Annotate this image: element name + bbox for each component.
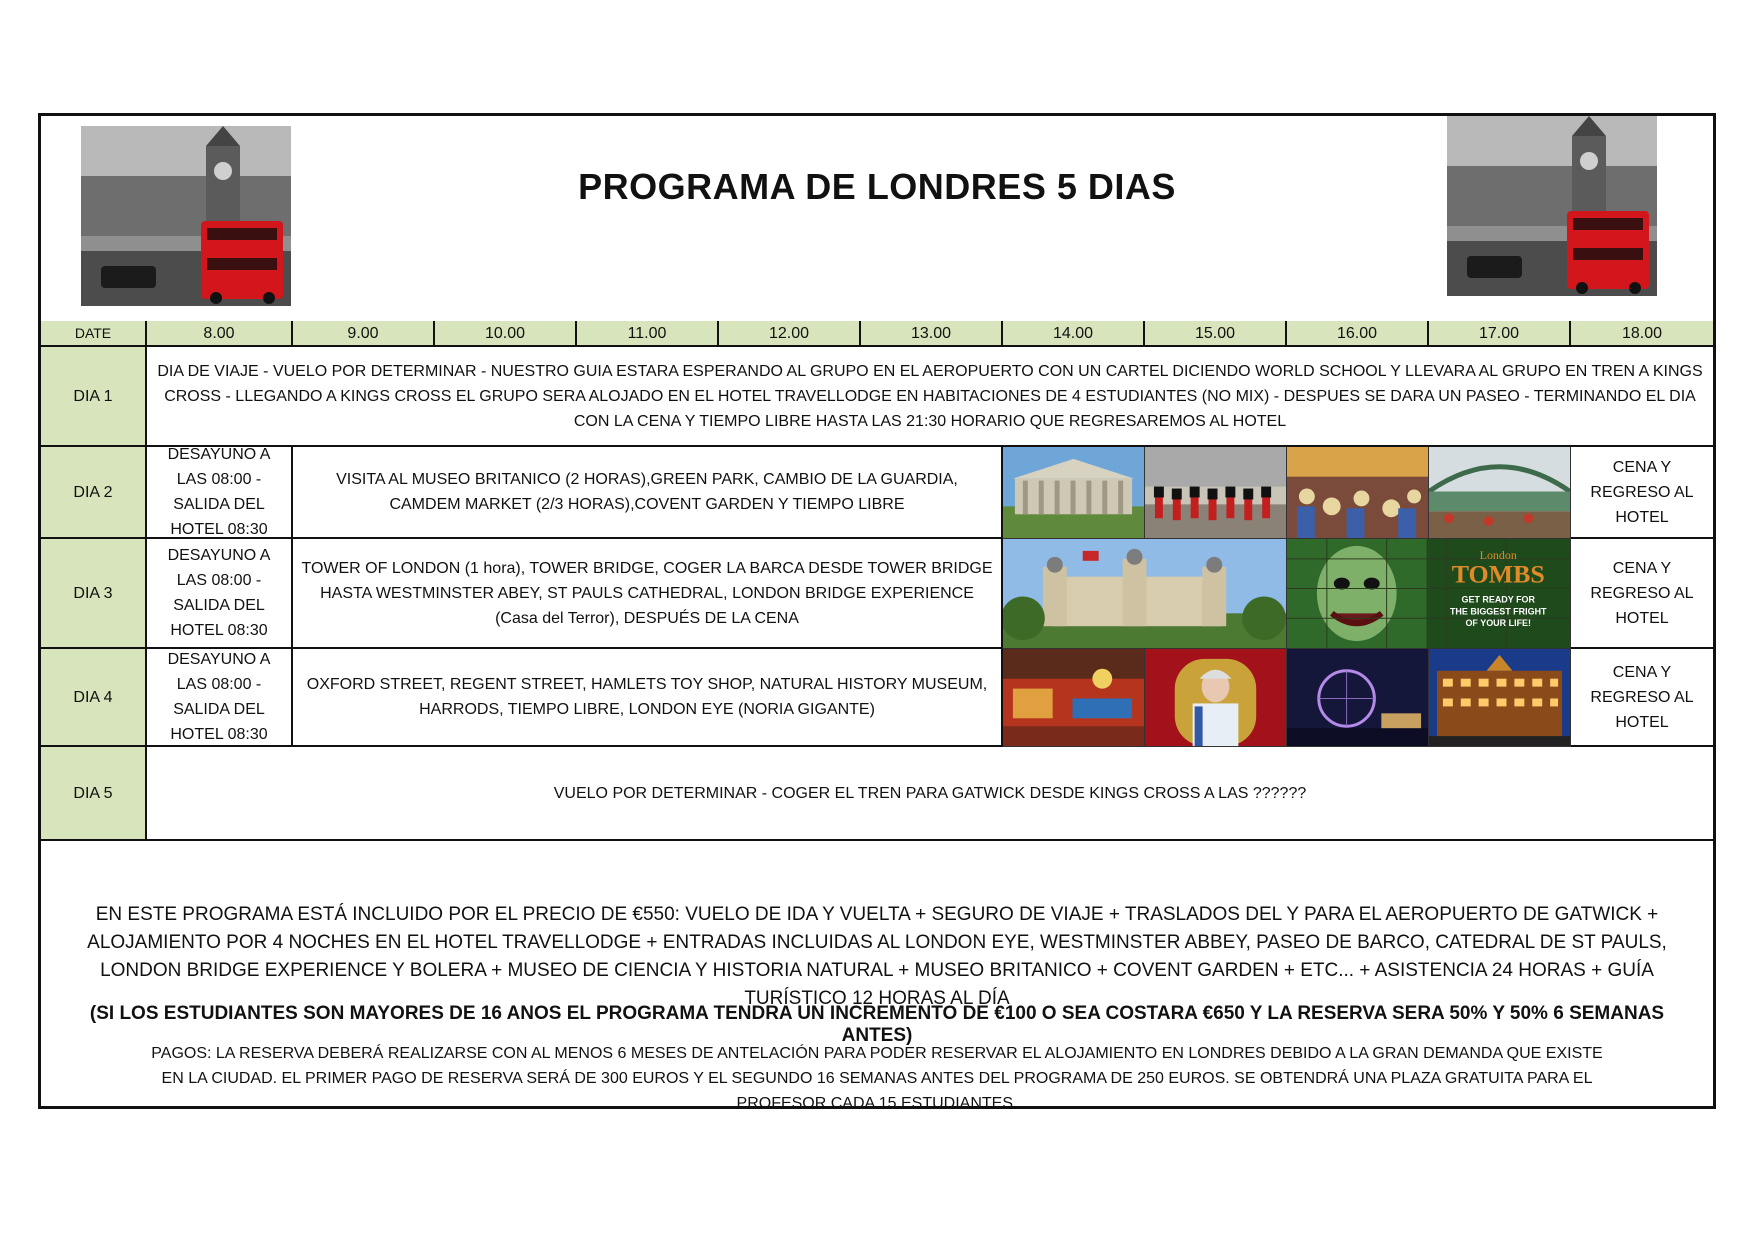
day-label: DIA 4: [41, 649, 147, 747]
header-time: 8.00: [147, 321, 293, 347]
included-services-text: EN ESTE PROGRAMA ESTÁ INCLUIDO POR EL PRECIO DE €550: VUELO DE IDA Y VUELTA + SEGURO DE VIAJE + TRASLADOS DEL Y PARA EL AEROPUERTO DE GATWICK + ALOJAMIENTO POR 4 NOCHES EN EL HOTEL TRAVELLODGE + ENTRADAS INCLUIDAS AL LONDON EYE, WESTMINSTER ABBEY, PASEO DE BARCO, CATEDRAL DE ST PAULS, LONDON BRIDGE EXPERIENCE Y BOLERA + MUSEO DE CIENCIA Y HISTORIA NATURAL + MUSEO BRITANICO + COVENT GARDEN + ETC... + ASISTENCIA 24 HORAS + GUÍA TURÍSTICO 12 HORAS AL DÍA: [87, 904, 1667, 1009]
day-5-description: VUELO POR DETERMINAR - COGER EL TREN PARA GATWICK DESDE KINGS CROSS A LAS ??????: [147, 747, 1713, 841]
evening-cell: CENA Y REGRESO AL HOTEL: [1571, 447, 1713, 539]
camden-market-photo: [1287, 447, 1429, 539]
breakfast-cell: DESAYUNO A LAS 08:00 - SALIDA DEL HOTEL 08:30: [147, 539, 293, 649]
page-title: PROGRAMA DE LONDRES 5 DIAS: [578, 166, 1176, 207]
activity-cell: TOWER OF LONDON (1 hora), TOWER BRIDGE, COGER LA BARCA DESDE TOWER BRIDGE HASTA WESTMINSTER ABEY, ST PAULS CATHEDRAL, LONDON BRIDGE EXPERIENCE (Casa del Terror), DESPUÉS DE LA CENA: [293, 539, 1003, 649]
header-time: 10.00: [435, 321, 577, 347]
header-date: DATE: [41, 321, 147, 347]
big-ben-bus-photo-left: [81, 126, 291, 306]
header-time: 13.00: [861, 321, 1003, 347]
header-time: 11.00: [577, 321, 719, 347]
header-time: 14.00: [1003, 321, 1145, 347]
header: [41, 116, 1713, 324]
age-surcharge-note: (SI LOS ESTUDIANTES SON MAYORES DE 16 ANOS EL PROGRAMA TENDRA UN INCREMENTO DE €100 O SEA COSTARA €650 Y LA RESERVA SERA 50% Y 50% 6 SEMANAS ANTES): [89, 1003, 1665, 1046]
header-time: 18.00: [1571, 321, 1713, 347]
london-tombs-poster: [1287, 539, 1571, 649]
harrods-photo: [1429, 649, 1571, 747]
british-museum-photo: [1003, 447, 1145, 539]
changing-guard-photo: [1145, 447, 1287, 539]
footer: [41, 841, 1713, 1112]
payment-terms-text: PAGOS: LA RESERVA DEBERÁ REALIZARSE CON AL MENOS 6 MESES DE ANTELACIÓN PARA PODER RESERVAR EL ALOJAMIENTO EN LONDRES DEBIDO A LA GRAN DEMANDA QUE EXISTE EN LA CIUDAD. EL PRIMER PAGO DE RESERVA SERÁ DE 300 EUROS Y EL SEGUNDO 16 SEMANAS ANTES DEL PROGRAMA DE 250 EUROS. SE OBTENDRÁ UNA PLAZA GRATUITA PARA EL PROFESOR CADA 15 ESTUDIANTES.: [151, 1045, 1603, 1112]
big-ben-bus-photo-right: [1447, 116, 1657, 296]
activity-cell: OXFORD STREET, REGENT STREET, HAMLETS TOY SHOP, NATURAL HISTORY MUSEUM, HARRODS, TIEMPO LIBRE, LONDON EYE (NORIA GIGANTE): [293, 649, 1003, 747]
day-label: DIA 2: [41, 447, 147, 539]
evening-cell: CENA Y REGRESO AL HOTEL: [1571, 539, 1713, 649]
header-time: 12.00: [719, 321, 861, 347]
program-sheet: [38, 113, 1716, 1112]
day-label: DIA 1: [41, 347, 147, 447]
header-time: 16.00: [1287, 321, 1429, 347]
day-1-description: DIA DE VIAJE - VUELO POR DETERMINAR - NUESTRO GUIA ESTARA ESPERANDO AL GRUPO EN EL AEROPUERTO CON UN CARTEL DICIENDO WORLD SCHOOL Y LLEVARA AL GRUPO EN TREN A KINGS CROSS - LLEGANDO A KINGS CROSS EL GRUPO SERA ALOJADO EN EL HOTEL TRAVELLODGE EN HABITACIONES DE 4 ESTUDIANTES (NO MIX) - DESPUES SE DARA UN PASEO - TERMINANDO EL DIA CON LA CENA Y TIEMPO LIBRE HASTA LAS 21:30 HORARIO QUE REGRESAREMOS AL HOTEL: [147, 347, 1713, 447]
covent-garden-photo: [1429, 447, 1571, 539]
tower-of-london-photo: [1003, 539, 1287, 649]
evening-cell: CENA Y REGRESO AL HOTEL: [1571, 649, 1713, 747]
toy-shop-photo: [1003, 649, 1145, 747]
svg-text:GET READY FOR: GET READY FOR: [1461, 594, 1536, 605]
header-time: 9.00: [293, 321, 435, 347]
london-eye-photo: [1287, 649, 1429, 747]
poster-brand: TOMBS: [1451, 559, 1545, 589]
activity-cell: VISITA AL MUSEO BRITANICO (2 HORAS),GREEN PARK, CAMBIO DE LA GUARDIA, CAMDEM MARKET (2/3 HORAS),COVENT GARDEN Y TIEMPO LIBRE: [293, 447, 1003, 539]
poster-brand-top: London: [1479, 547, 1517, 562]
svg-text:OF YOUR LIFE!: OF YOUR LIFE!: [1465, 618, 1532, 629]
header-time: 17.00: [1429, 321, 1571, 347]
breakfast-cell: DESAYUNO A LAS 08:00 - SALIDA DEL HOTEL 08:30: [147, 447, 293, 539]
svg-text:THE BIGGEST FRIGHT: THE BIGGEST FRIGHT: [1449, 606, 1547, 617]
day-label: DIA 5: [41, 747, 147, 841]
header-time: 15.00: [1145, 321, 1287, 347]
breakfast-cell: DESAYUNO A LAS 08:00 - SALIDA DEL HOTEL 08:30: [147, 649, 293, 747]
queen-wax-figure-photo: [1145, 649, 1287, 747]
day-label: DIA 3: [41, 539, 147, 649]
